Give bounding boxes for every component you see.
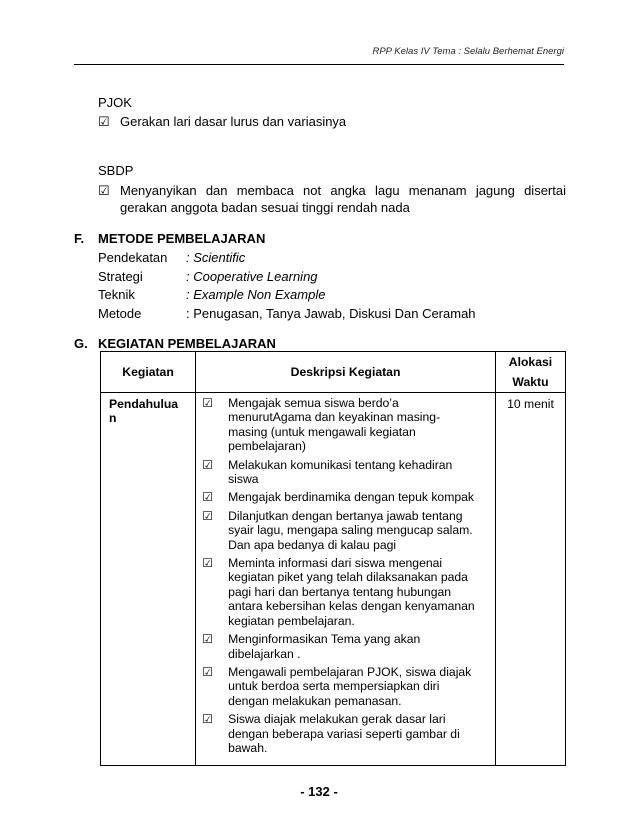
method-key: Metode xyxy=(98,306,142,321)
header-kegiatan: Kegiatan xyxy=(101,352,196,393)
section-g-letter: G. xyxy=(74,336,88,351)
activity-text: Mengajak semua siswa berdo’a menurutAgama dan keyakinan masing-masing (untuk mengawali kegiatan pembelajaran) xyxy=(228,396,441,454)
checkbox-checked-icon: ☑ xyxy=(202,556,214,571)
checkbox-checked-icon: ☑ xyxy=(202,490,214,505)
list-item xyxy=(200,396,491,454)
header-deskripsi: Deskripsi Kegiatan xyxy=(196,352,496,393)
page-number: - 132 - xyxy=(300,784,338,799)
subject-sbdp-item xyxy=(98,182,566,216)
subject-pjok-title: PJOK xyxy=(98,95,132,110)
method-key: Pendekatan xyxy=(98,250,168,265)
kegiatan-line2: n xyxy=(109,411,117,425)
subject-sbdp-item-text: Menyanyikan dan membaca not angka lagu menanam jagung disertai gerakan anggota badan sesuai tinggi rendah nada xyxy=(120,183,566,215)
subject-pjok-item xyxy=(98,113,566,130)
cell-kegiatan xyxy=(101,393,196,766)
subject-pjok-item-text: Gerakan lari dasar lurus dan variasinya xyxy=(120,114,347,129)
activity-text: Dilanjutkan dengan bertanya jawab tentang syair lagu, mengapa saling mengucap salam. Dan apa bedanya di kalau pagi xyxy=(228,508,473,552)
method-value: : Scientific xyxy=(186,250,246,265)
list-item xyxy=(200,458,491,487)
method-row-teknik xyxy=(98,287,325,306)
list-item xyxy=(200,632,491,661)
cell-deskripsi xyxy=(196,393,496,766)
list-item xyxy=(200,490,491,504)
method-key: Strategi xyxy=(98,269,143,284)
section-f-title: METODE PEMBELAJARAN xyxy=(98,231,266,246)
list-item xyxy=(200,509,491,552)
header-alokasi-line2: Waktu xyxy=(512,375,549,389)
method-value: : Cooperative Learning xyxy=(186,269,318,284)
activity-text: Melakukan komunikasi tentang kehadiran siswa xyxy=(228,457,453,487)
table-header-row xyxy=(101,352,566,393)
header-divider xyxy=(74,64,564,65)
header-alokasi xyxy=(495,352,565,393)
activity-text: Mengawali pembelajaran PJOK, siswa diajak untuk berdoa serta mempersiapkan diri dengan melakukan pemanasan. xyxy=(228,664,472,708)
method-row-pendekatan xyxy=(98,250,245,269)
subject-sbdp-title: SBDP xyxy=(98,163,134,178)
activity-table xyxy=(100,351,566,766)
kegiatan-line1: Pendahulua xyxy=(109,397,179,411)
method-row-metode xyxy=(98,306,476,325)
checkbox-checked-icon: ☑ xyxy=(202,664,214,679)
checkbox-checked-icon: ☑ xyxy=(98,183,110,198)
checkbox-checked-icon: ☑ xyxy=(202,508,214,523)
checkbox-checked-icon: ☑ xyxy=(202,632,214,647)
activity-text: Menginformasikan Tema yang akan dibelajarkan . xyxy=(228,632,421,661)
table-row xyxy=(101,393,566,766)
checkbox-checked-icon: ☑ xyxy=(202,396,214,410)
activity-text: Siswa diajak melakukan gerak dasar lari dengan beberapa variasi seperti gambar di bawah. xyxy=(228,712,460,755)
checkbox-checked-icon: ☑ xyxy=(98,114,110,129)
checkbox-checked-icon: ☑ xyxy=(202,712,214,727)
list-item xyxy=(200,665,491,708)
list-item xyxy=(200,556,491,628)
checkbox-checked-icon: ☑ xyxy=(202,457,214,472)
method-key: Teknik xyxy=(98,287,135,302)
list-item xyxy=(200,712,491,755)
section-g-title: KEGIATAN PEMBELAJARAN xyxy=(98,336,276,351)
activity-text: Meminta informasi dari siswa mengenai kegiatan piket yang telah dilaksanakan pada pagi hari dan bertanya tentang hubungan antara kebersihan kelas dengan kenyamanan kegiatan pembelajaran. xyxy=(228,556,475,628)
method-value: : Example Non Example xyxy=(186,287,326,302)
method-value: : Penugasan, Tanya Jawab, Diskusi Dan Ceramah xyxy=(186,306,476,321)
header-alokasi-line1: Alokasi xyxy=(508,355,553,369)
running-header: RPP Kelas IV Tema : Selalu Berhemat Energi xyxy=(372,46,564,57)
activity-text: Mengajak berdinamika dengan tepuk kompak xyxy=(228,490,475,505)
method-row-strategi xyxy=(98,269,318,288)
section-f-letter: F. xyxy=(74,231,85,246)
cell-alokasi: 10 menit xyxy=(495,393,565,766)
